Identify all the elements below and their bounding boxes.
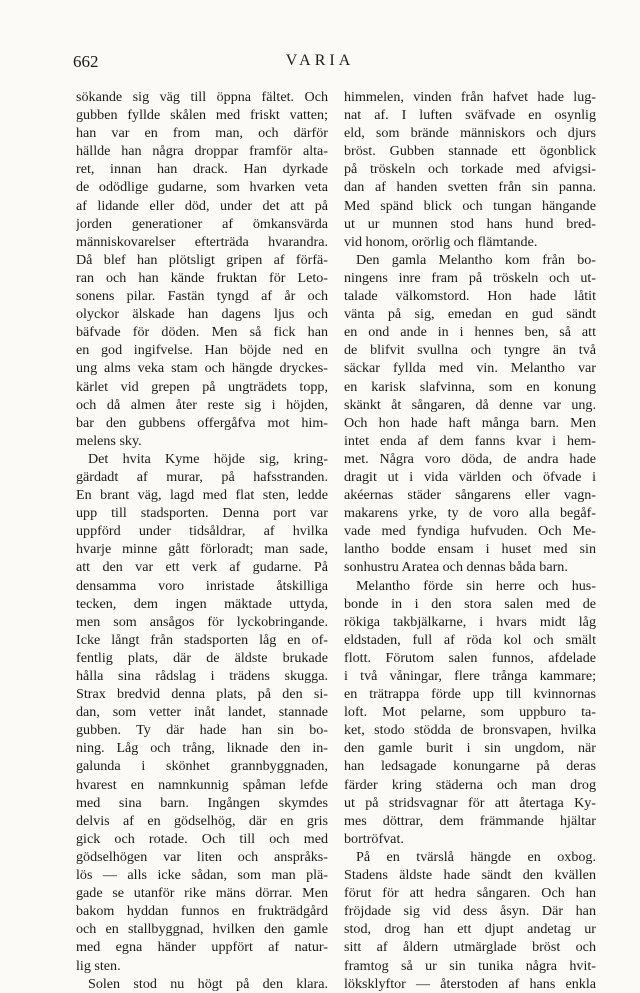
text-line: ningens inre fram på tröskeln och ut- (344, 269, 596, 286)
text-line: upp till stadsporten. Denna port var (76, 505, 328, 522)
text-line: nat af. I luften sväfvade en osynlig (344, 107, 596, 124)
text-line: lig sten. (76, 957, 121, 974)
text-line: talade välkomstord. Hon hade låtit (344, 288, 596, 305)
left-column (76, 88, 328, 993)
text-line: gick och rotade. Och till och med (76, 830, 328, 847)
text-line: loft. Mot pelarne, som uppburo ta- (344, 704, 596, 721)
text-line: lös — alls icke sådan, som man plä- (76, 867, 328, 884)
text-line: vid honom, orörlig och flämtande. (344, 233, 538, 250)
text-line: han var en from man, och därför (76, 125, 328, 142)
text-line: met. Några voro döda, de andra hade (344, 450, 596, 467)
text-line: en karisk slafvinna, som en konung (344, 378, 596, 395)
text-line: dan, som vetter inåt landet, stannade (76, 704, 328, 721)
text-line: ket, stodo stödda de bronsvapen, hvilka (344, 722, 596, 739)
text-line: akéernas städer sångarens eller vagn- (344, 487, 596, 504)
text-line: eldstaden, full af röda kol och smält (344, 631, 596, 648)
text-line: himmelen, vinden från hafvet hade lug- (344, 89, 596, 105)
text-line: och en stallbyggnad, hvilken den gamle (76, 921, 328, 938)
text-line: ning. Låg och trång, liknade den in- (76, 740, 328, 757)
text-line: gubben. Ty där hade han sin bo- (76, 722, 328, 739)
text-line: gubben fyllde skålen med friskt vatten; (76, 107, 328, 124)
text-line: framtog så ur sin tunika några hvit- (344, 957, 596, 974)
text-line: bonde in i den stora salen med de (344, 595, 596, 612)
text-line: densamma voro inristade åtskilliga (76, 577, 328, 594)
text-line: på tröskeln och torkade med afvigsi- (344, 161, 596, 178)
running-head: VARIA (285, 52, 355, 69)
text-line: hålla sina rådslag i trädens skugga. (76, 668, 328, 684)
text-line: sonens pilar. Fastän tyngd af år och (76, 288, 328, 305)
text-line: Då blef han plötsligt gripen af förfä- (76, 251, 328, 268)
text-line: att den var ett verk af gudarne. På (76, 559, 328, 576)
text-line: Den gamla Melantho kom från bo- (356, 251, 596, 268)
text-line: en trätrappa förde upp till kvinnornas (344, 686, 596, 703)
text-line: en god ingifvelse. Han böjde ned en (76, 342, 328, 359)
text-line: olyckor älskade han dagens ljus och (76, 306, 328, 323)
text-line: jorden generationer af ömkansvärda (76, 215, 328, 232)
text-line: sonhustru Aratea och dennas båda barn. (344, 559, 568, 576)
text-line: rökiga takbjälkarne, i hvars midt låg (344, 613, 596, 630)
text-line: En brant väg, lagd med flat sten, ledde (76, 487, 328, 504)
text-line: förut för att hedra sångaren. Och han (344, 885, 596, 902)
text-line: mes döttrar, dem främmande hjältar (344, 812, 596, 829)
text-line: med sina barn. Ingången skymdes (76, 794, 328, 811)
text-line: Stadens äldste hade sändt den kvällen (344, 867, 596, 884)
text-line: fentlig plats, där de äldste brukade (76, 649, 328, 666)
text-line: Det hvita Kyme höjde sig, kring- (88, 450, 328, 467)
text-line: gärdadt af murar, på hafsstranden. (76, 468, 328, 485)
text-line: ut ur munnen stod hans hund bred- (344, 215, 596, 232)
text-line: löksklyftor — återstoden af hans enkla (344, 975, 596, 992)
text-line: sitt af åldern utmärglade bröst och (344, 939, 596, 956)
text-line: färder kring städerna och man drog (344, 776, 596, 793)
text-line: de odödlige gudarne, som hvarken veta (76, 179, 328, 196)
right-column (344, 88, 596, 993)
text-line: ut på stridsvagnar för att återtaga Ky- (344, 794, 596, 811)
text-line: Icke långt från stadsporten låg en of- (76, 631, 328, 648)
page-number: 662 (73, 52, 99, 71)
text-line: makarens yrke, ty de voro alla begåf- (344, 505, 596, 522)
text-line: galunda i skönhet grannbyggnaden, (76, 758, 328, 775)
text-line: vänta på sig, emedan en gud sändt (344, 306, 596, 323)
text-line: Solen stod nu högt på den klara. (88, 975, 328, 992)
text-line: fröjdade sig vid dess åsyn. Där han (344, 903, 596, 920)
text-line: stod, drog han ett djupt andetag ur (344, 921, 596, 938)
text-line: sökande sig väg till öppna fältet. Och (76, 89, 328, 105)
text-line: den gamle burit i sin ungdom, när (344, 740, 596, 757)
text-line: tecken, dem ingen mäktade uttyda, (76, 595, 328, 612)
text-line: dragit ut i vida världen och öfvade i (344, 468, 596, 485)
text-line: och då almen åter reste sig i höjden, (76, 396, 328, 413)
text-line: intet enda af dem fanns kvar i hem- (344, 432, 596, 449)
text-line: bortröfvat. (344, 830, 404, 847)
text-line: hvarje minne gått förloradt; man sade, (76, 541, 328, 558)
text-line: Strax bredvid denna plats, på den si- (76, 686, 328, 703)
text-line: gade se utanför rike mäns dörrar. Men (76, 885, 328, 902)
text-line: flott. Förutom salen funnos, afdelade (344, 649, 596, 666)
text-line: i två våningar, flere trånga kammare; (344, 668, 596, 684)
text-line: Melantho förde sin herre och hus- (356, 577, 596, 594)
text-line: Med spänd blick och tungan hängande (344, 197, 596, 214)
text-line: delvis af en gödselhög, där en gris (76, 812, 328, 829)
text-line: af lidande eller död, under det att på (76, 197, 328, 214)
text-line: hällde han några droppar framför alta- (76, 143, 328, 160)
text-line: På en tvärslå hängde en oxbog. (356, 848, 596, 865)
text-line: bröst. Gubben stannade ett ögonblick (344, 143, 596, 160)
text-line: bar den gubbens offergåfva mot him- (76, 414, 328, 431)
text-line: men som ansågos för lyckobringande. (76, 613, 328, 630)
text-line: skänkt åt sångaren, då denne var ung. (344, 396, 596, 413)
text-line: ung alms veka stam och hängde dryckes- (76, 360, 328, 377)
text-line: han ledsagade konungarne på deras (344, 758, 596, 775)
text-line: ran och han kände fruktan för Leto- (76, 269, 328, 286)
text-line: med egna händer uppfört af natur- (76, 939, 328, 956)
text-line: Och hon hade haft många barn. Men (344, 414, 596, 431)
text-line: hvarest en namnkunnig spåman lefde (76, 776, 328, 793)
text-line: lantho bodde ensam i huset med sin (344, 541, 596, 558)
text-line: en ond ande in i hennes ben, så att (344, 324, 596, 341)
text-line: vade med fyndiga hufvuden. Och Me- (344, 523, 596, 540)
text-line: ret, innan han drack. Han dyrkade (76, 161, 328, 178)
text-line: uppförd under tidsåldrar, af hvilka (76, 523, 328, 540)
text-line: bäfvade för döden. Men så fick han (76, 324, 328, 341)
text-line: de blifvit svullna och tyngre än två (344, 342, 596, 359)
text-line: kärlet vid grepen på ungträdets topp, (76, 378, 328, 395)
text-line: människovarelser efterträda hvarandra. (76, 233, 328, 250)
text-line: melens sky. (76, 432, 142, 449)
text-line: dan af handen svetten från sin panna. (344, 179, 596, 196)
text-line: bakom hyddan funnos en frukträdgård (76, 903, 328, 920)
text-line: gödselhögen var liten och anspråks- (76, 848, 328, 865)
text-line: säckar fyllda med vin. Melantho var (344, 360, 596, 377)
text-line: eld, som brände människors och djurs (344, 125, 596, 142)
